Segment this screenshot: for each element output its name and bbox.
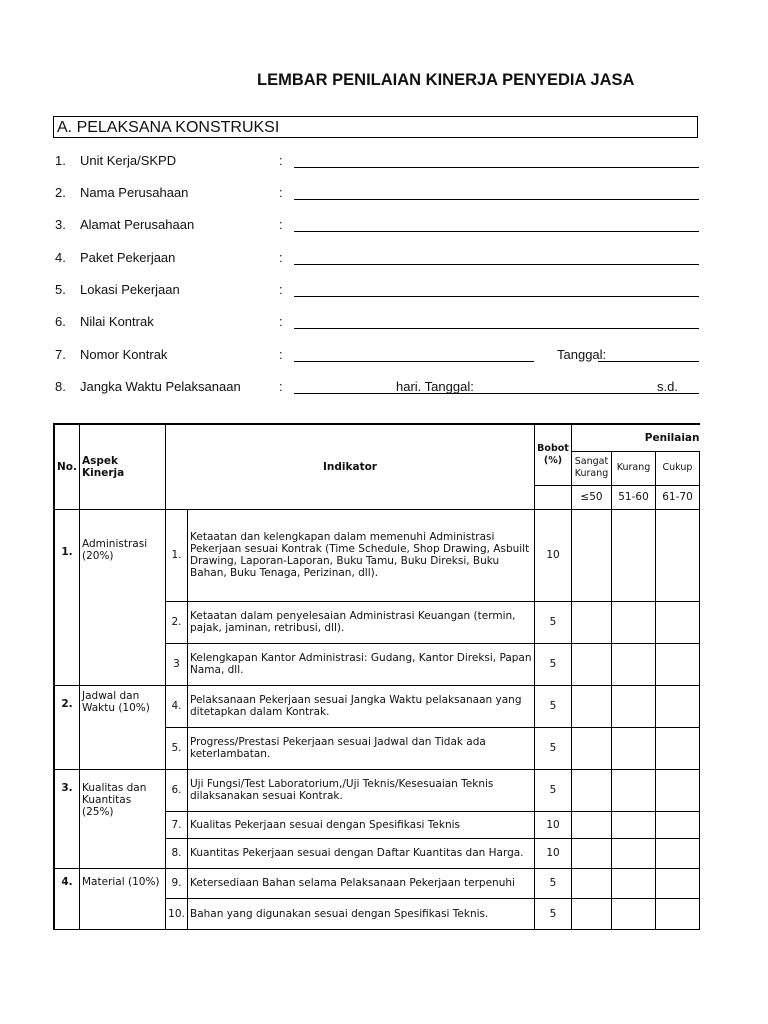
field-colon: : <box>279 217 283 232</box>
header-range-3: 61-70 <box>656 485 700 509</box>
table-row <box>54 509 700 601</box>
indicator-text: Bahan yang digunakan sesuai dengan Spesifikasi Teknis. <box>188 898 535 929</box>
indicator-text: Ketaatan dalam penyelesaian Administrasi Keuangan (termin, pajak, jaminan, retribusi, dll). <box>188 601 535 643</box>
indicator-number: 3 <box>166 643 188 685</box>
field-hari-label: hari. Tanggal: <box>396 379 474 394</box>
field-number: 6. <box>55 314 66 329</box>
score-cell-kurang[interactable] <box>612 685 656 727</box>
score-cell-cukup[interactable] <box>656 811 700 838</box>
indicator-text: Ketaatan dan kelengkapan dalam memenuhi Administrasi Pekerjaan sesuai Kontrak (Time Schedule, Shop Drawing, Asbuilt Drawing, Laporan-Laporan, Buku Tamu, Buku Direksi, Buku Bahan, Buku Tenaga, Perizinan, dll). <box>188 509 535 601</box>
indicator-bobot: 5 <box>535 601 572 643</box>
field-number: 7. <box>55 347 66 362</box>
table-row <box>54 868 700 898</box>
aspect-number: 2. <box>54 685 80 769</box>
field-nilai-kontrak <box>0 314 768 334</box>
score-cell-cukup[interactable] <box>656 509 700 601</box>
field-colon: : <box>279 347 283 362</box>
field-nomor-kontrak <box>0 347 768 367</box>
field-input-line[interactable] <box>294 361 534 362</box>
score-cell-sangat-kurang[interactable] <box>572 769 612 811</box>
field-number: 8. <box>55 379 66 394</box>
score-cell-cukup[interactable] <box>656 685 700 727</box>
score-cell-cukup[interactable] <box>656 838 700 868</box>
indicator-number: 9. <box>166 868 188 898</box>
indicator-bobot: 5 <box>535 898 572 929</box>
field-input-line[interactable] <box>294 328 699 329</box>
field-tanggal-line[interactable] <box>598 361 699 362</box>
field-input-line[interactable] <box>294 231 699 232</box>
evaluation-table <box>53 423 700 930</box>
score-cell-kurang[interactable] <box>612 811 656 838</box>
field-label: Paket Pekerjaan <box>80 250 176 265</box>
score-cell-sangat-kurang[interactable] <box>572 868 612 898</box>
indicator-number: 6. <box>166 769 188 811</box>
score-cell-kurang[interactable] <box>612 643 656 685</box>
field-colon: : <box>279 314 283 329</box>
header-range-2: 51-60 <box>612 485 656 509</box>
indicator-text: Progress/Prestasi Pekerjaan sesuai Jadwal dan Tidak ada keterlambatan. <box>188 727 535 769</box>
header-sangat-kurang: Sangat Kurang <box>572 451 612 485</box>
indicator-bobot: 5 <box>535 685 572 727</box>
score-cell-kurang[interactable] <box>612 727 656 769</box>
table-row <box>54 769 700 811</box>
indicator-number: 8. <box>166 838 188 868</box>
field-input-line[interactable] <box>294 296 699 297</box>
field-input-line[interactable] <box>294 199 699 200</box>
indicator-text: Ketersediaan Bahan selama Pelaksanaan Pekerjaan terpenuhi <box>188 868 535 898</box>
field-label: Jangka Waktu Pelaksanaan <box>80 379 241 394</box>
field-paket-pekerjaan <box>0 250 768 270</box>
score-cell-kurang[interactable] <box>612 509 656 601</box>
field-label: Lokasi Pekerjaan <box>80 282 180 297</box>
score-cell-sangat-kurang[interactable] <box>572 509 612 601</box>
aspect-number: 3. <box>54 769 80 868</box>
field-number: 5. <box>55 282 66 297</box>
field-colon: : <box>279 379 283 394</box>
field-label: Alamat Perusahaan <box>80 217 195 232</box>
field-lokasi-pekerjaan <box>0 282 768 302</box>
header-bobot: Bobot (%) <box>535 424 572 485</box>
indicator-bobot: 5 <box>535 727 572 769</box>
indicator-text: Kualitas Pekerjaan sesuai dengan Spesifikasi Teknis <box>188 811 535 838</box>
indicator-bobot: 5 <box>535 769 572 811</box>
field-input-line[interactable] <box>294 167 699 168</box>
score-cell-sangat-kurang[interactable] <box>572 898 612 929</box>
indicator-text: Uji Fungsi/Test Laboratorium,/Uji Teknis/Kesesuaian Teknis dilaksanakan sesuai Kontrak. <box>188 769 535 811</box>
score-cell-kurang[interactable] <box>612 868 656 898</box>
field-number: 2. <box>55 185 66 200</box>
indicator-text: Pelaksanaan Pekerjaan sesuai Jangka Waktu pelaksanaan yang ditetapkan dalam Kontrak. <box>188 685 535 727</box>
score-cell-cukup[interactable] <box>656 643 700 685</box>
field-tanggal-label: Tanggal: <box>557 347 607 362</box>
indicator-text: Kuantitas Pekerjaan sesuai dengan Daftar Kuantitas dan Harga. <box>188 838 535 868</box>
header-cukup: Cukup <box>656 451 700 485</box>
indicator-bobot: 10 <box>535 509 572 601</box>
score-cell-sangat-kurang[interactable] <box>572 811 612 838</box>
score-cell-kurang[interactable] <box>612 601 656 643</box>
score-cell-kurang[interactable] <box>612 838 656 868</box>
field-colon: : <box>279 153 283 168</box>
aspect-name: Kualitas dan Kuantitas (25%) <box>80 769 166 868</box>
score-cell-cukup[interactable] <box>656 727 700 769</box>
score-cell-kurang[interactable] <box>612 769 656 811</box>
indicator-number: 1. <box>166 509 188 601</box>
field-colon: : <box>279 282 283 297</box>
score-cell-sangat-kurang[interactable] <box>572 685 612 727</box>
table-row <box>54 685 700 727</box>
field-input-line[interactable] <box>294 264 699 265</box>
field-unit-kerja <box>0 153 768 173</box>
field-colon: : <box>279 185 283 200</box>
indicator-number: 4. <box>166 685 188 727</box>
header-range-1: ≤50 <box>572 485 612 509</box>
header-indikator: Indikator <box>166 424 535 509</box>
indicator-text: Kelengkapan Kantor Administrasi: Gudang, Kantor Direksi, Papan Nama, dll. <box>188 643 535 685</box>
header-aspek: Aspek Kinerja <box>80 424 166 509</box>
indicator-bobot: 5 <box>535 643 572 685</box>
score-cell-cukup[interactable] <box>656 601 700 643</box>
indicator-number: 10. <box>166 898 188 929</box>
score-cell-sangat-kurang[interactable] <box>572 643 612 685</box>
field-number: 1. <box>55 153 66 168</box>
field-sd-label: s.d. <box>657 379 678 394</box>
indicator-number: 2. <box>166 601 188 643</box>
indicator-number: 5. <box>166 727 188 769</box>
header-no: No. <box>54 424 80 509</box>
field-number: 3. <box>55 217 66 232</box>
aspect-name: Jadwal dan Waktu (10%) <box>80 685 166 769</box>
header-bobot-bottom <box>535 485 572 509</box>
section-heading: A. PELAKSANA KONSTRUKSI <box>53 116 698 138</box>
indicator-bobot: 5 <box>535 868 572 898</box>
aspect-name: Material (10%) <box>80 868 166 929</box>
field-label: Nomor Kontrak <box>80 347 168 362</box>
score-cell-cukup[interactable] <box>656 868 700 898</box>
indicator-bobot: 10 <box>535 811 572 838</box>
score-cell-sangat-kurang[interactable] <box>572 601 612 643</box>
header-kurang: Kurang <box>612 451 656 485</box>
score-cell-kurang[interactable] <box>612 898 656 929</box>
field-colon: : <box>279 250 283 265</box>
header-penilaian: Penilaian <box>572 424 700 451</box>
aspect-name: Administrasi (20%) <box>80 509 166 685</box>
field-label: Unit Kerja/SKPD <box>80 153 177 168</box>
field-alamat-perusahaan <box>0 217 768 237</box>
field-jangka-waktu <box>0 379 768 399</box>
score-cell-sangat-kurang[interactable] <box>572 838 612 868</box>
field-nama-perusahaan <box>0 185 768 205</box>
field-input-line[interactable] <box>294 393 699 394</box>
field-label: Nama Perusahaan <box>80 185 189 200</box>
score-cell-sangat-kurang[interactable] <box>572 727 612 769</box>
indicator-bobot: 10 <box>535 838 572 868</box>
field-number: 4. <box>55 250 66 265</box>
field-label: Nilai Kontrak <box>80 314 154 329</box>
aspect-number: 1. <box>54 509 80 685</box>
aspect-number: 4. <box>54 868 80 929</box>
indicator-number: 7. <box>166 811 188 838</box>
score-cell-cukup[interactable] <box>656 898 700 929</box>
score-cell-cukup[interactable] <box>656 769 700 811</box>
